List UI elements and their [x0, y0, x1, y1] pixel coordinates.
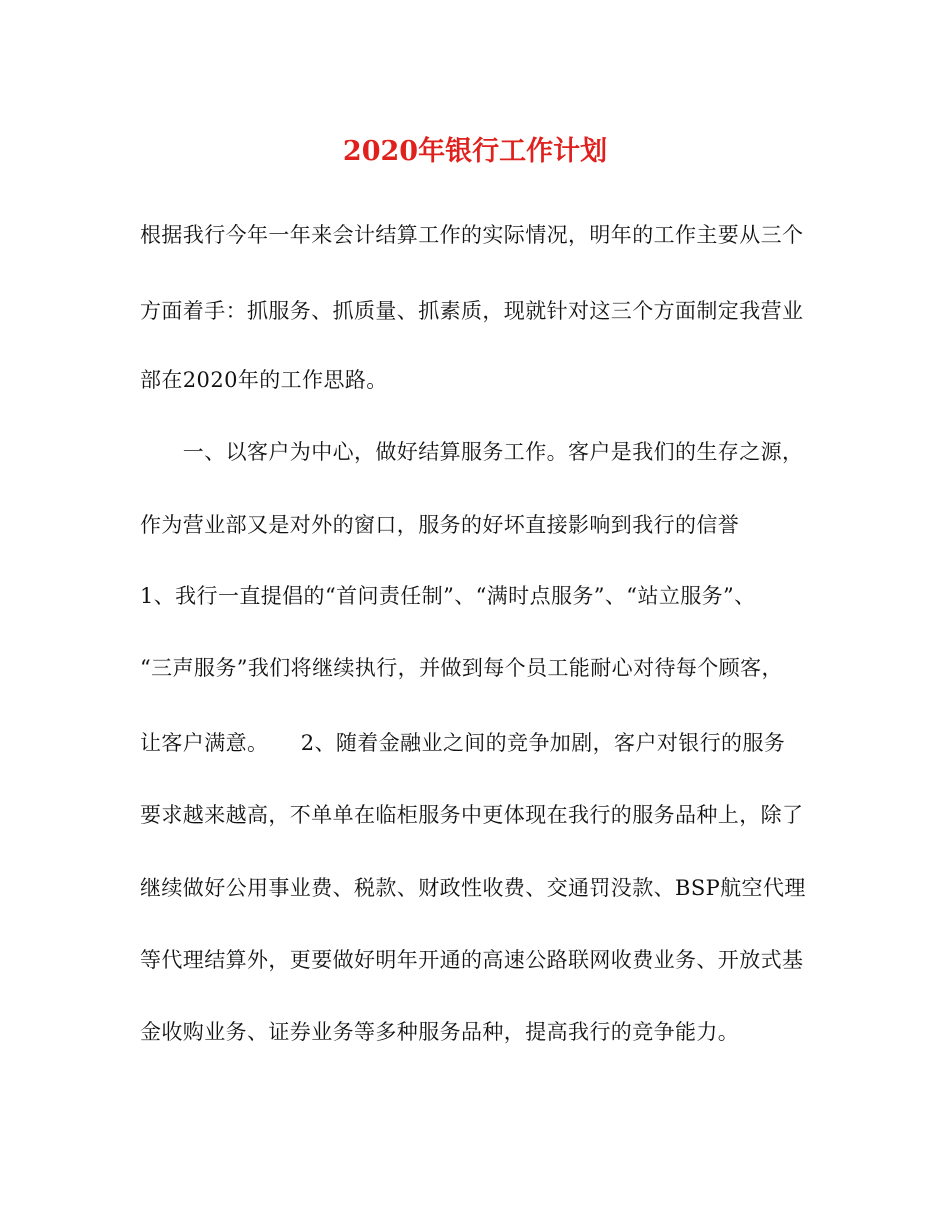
paragraph-line: 作为营业部又是对外的窗口，服务的好坏直接影响到我行的信誉 [140, 513, 740, 537]
paragraph-line: 根据我行今年一年来会计结算工作的实际情况，明年的工作主要从三个 [140, 223, 804, 247]
paragraph-line: 要求越来越高，不单单在临柜服务中更体现在我行的服务品种上，除了 [140, 803, 804, 827]
page-title: 2020年银行工作计划 [342, 136, 608, 167]
paragraph-line: 方面着手：抓服务、抓质量、抓素质，现就针对这三个方面制定我营业 [140, 299, 804, 323]
paragraph-line: “三声服务”我们将继续执行，并做到每个员工能耐心对待每个顾客， [140, 656, 783, 680]
paragraph-line: 继续做好公用事业费、税款、财政性收费、交通罚没款、BSP航空代理 [140, 876, 806, 900]
paragraph-line: 金收购业务、证券业务等多种服务品种，提高我行的竞争能力。 [140, 1020, 740, 1044]
paragraph-line: 等代理结算外，更要做好明年开通的高速公路联网收费业务、开放式基 [140, 948, 804, 972]
paragraph-line: 一、以客户为中心，做好结算服务工作。客户是我们的生存之源， [140, 440, 804, 464]
paragraph-line: 让客户满意。 2、随着金融业之间的竞争加剧，客户对银行的服务 [140, 731, 786, 755]
paragraph-line: 部在2020年的工作思路。 [140, 368, 388, 392]
paragraph-line: 1、我行一直提倡的“首问责任制”、“满时点服务”、“站立服务”、 [140, 584, 756, 608]
